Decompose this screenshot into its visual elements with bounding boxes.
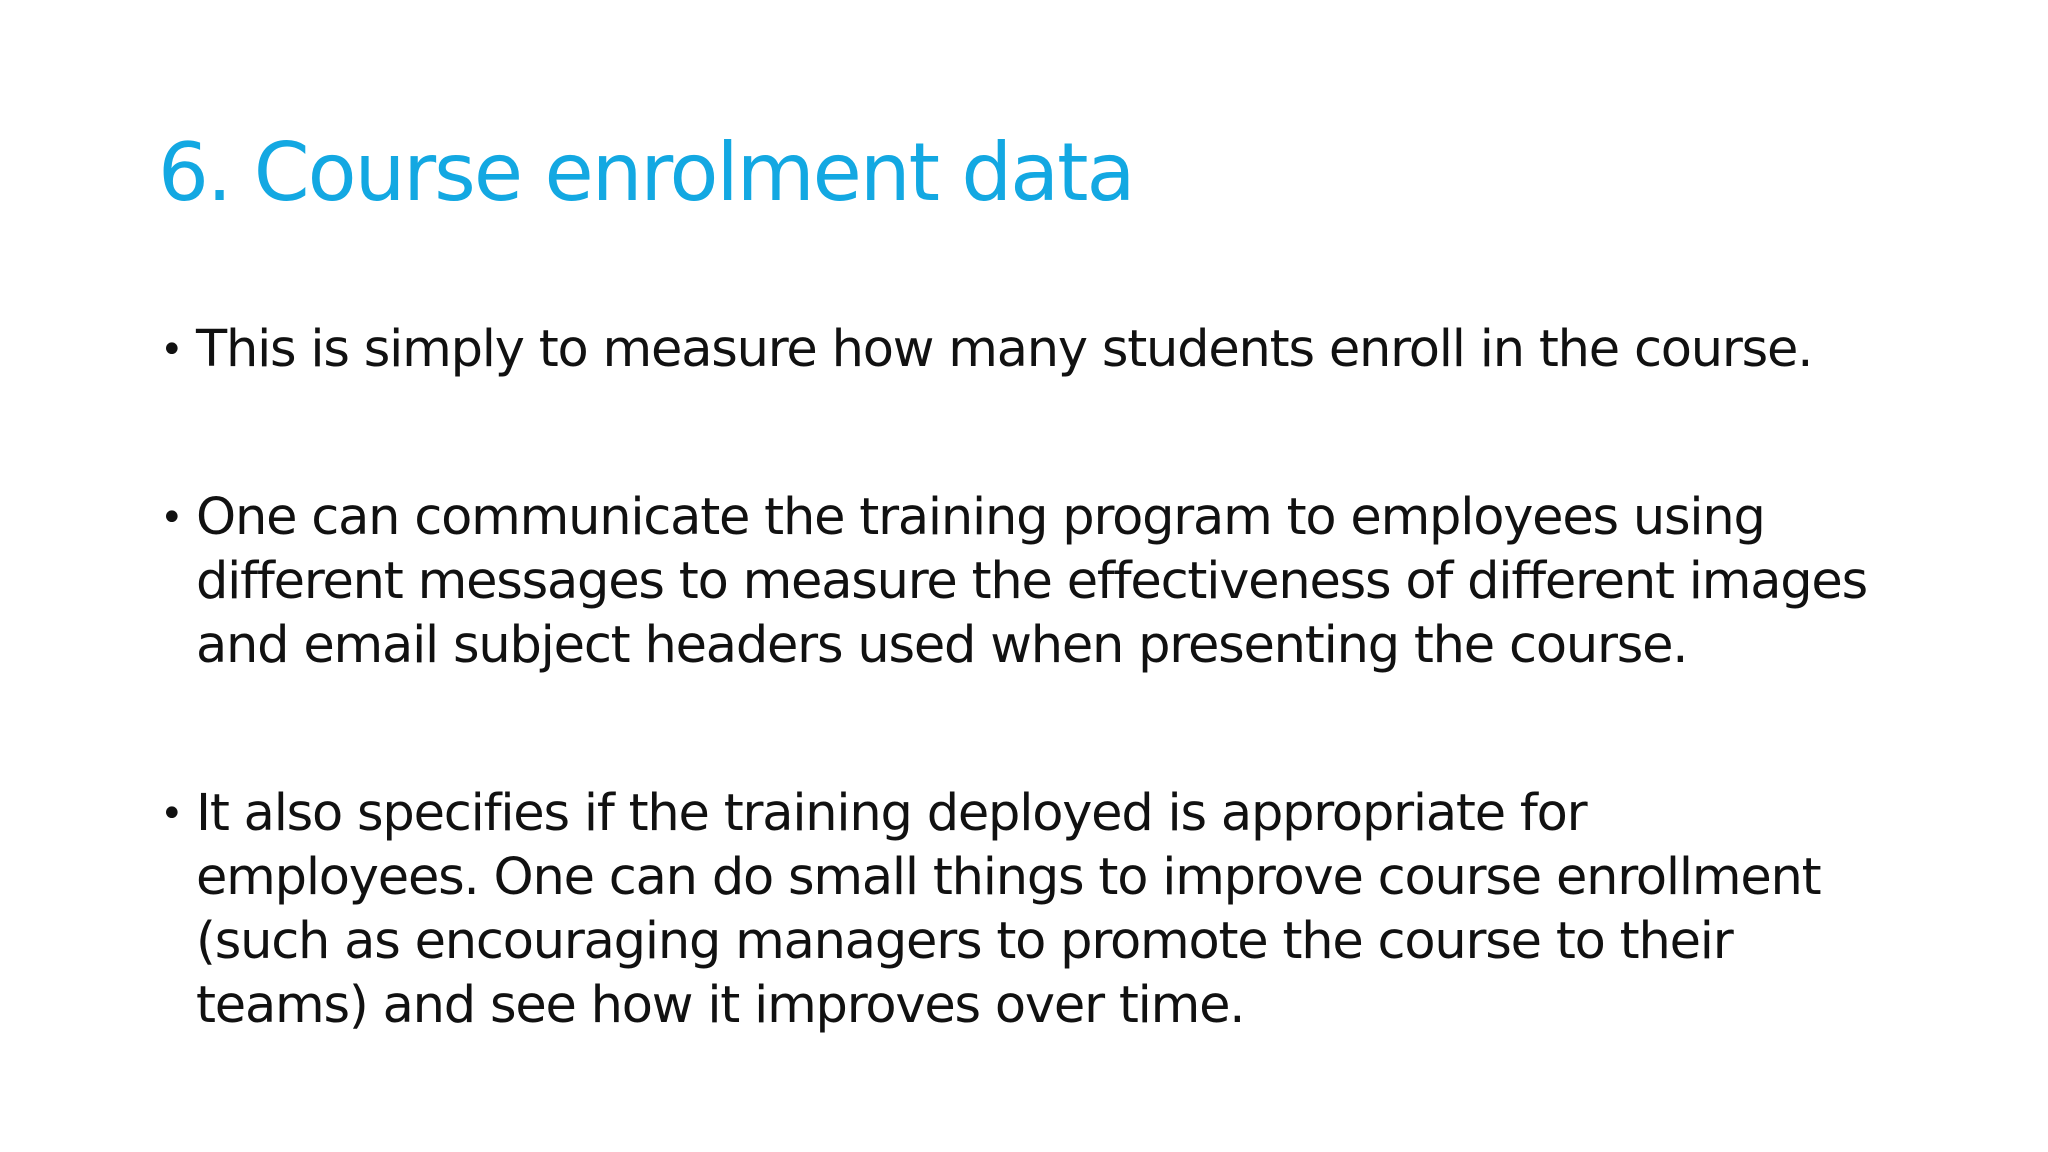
bullet-text: It also specifies if the training deployed is appropriate for employees. One can do small things to improve course enrollment (such as encouraging managers to promote the course to their teams) and see how it improves over time.: [196, 784, 1821, 1035]
bullet-item: [160, 486, 1880, 678]
bullet-text: One can communicate the training program to employees using different messages to measure the effectiveness of different images and email subject headers used when presenting the course.: [196, 488, 1867, 675]
bullet-list: [160, 318, 1880, 1038]
bullet-text: This is simply to measure how many students enroll in the course.: [196, 320, 1813, 379]
bullet-item: [160, 782, 1880, 1038]
bullet-dot-icon: •: [160, 791, 183, 837]
bullet-dot-icon: •: [160, 327, 183, 373]
bullet-item: [160, 318, 1880, 382]
slide-title: 6. Course enrolment data: [158, 126, 1134, 219]
bullet-dot-icon: •: [160, 495, 183, 541]
